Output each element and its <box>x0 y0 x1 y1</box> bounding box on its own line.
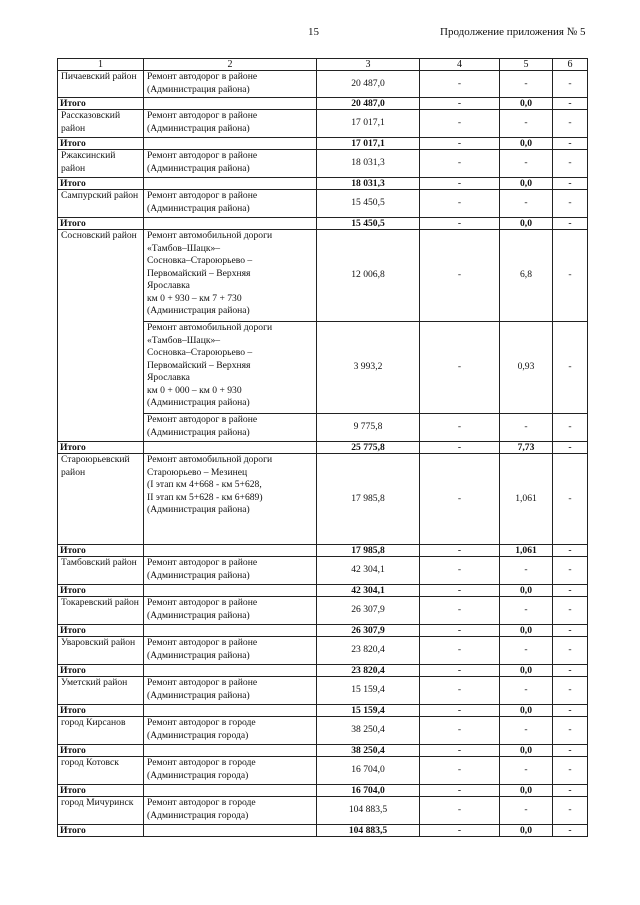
column-header: 6 <box>553 59 588 71</box>
description-cell: Ремонт автодорог в городе (Администрация города) <box>144 797 317 825</box>
col6-cell: - <box>553 190 588 218</box>
description-cell: Ремонт автодорог в районе (Администрация района) <box>144 637 317 665</box>
description-cell <box>144 218 317 230</box>
description-cell <box>144 442 317 454</box>
amount-cell: 15 450,5 <box>317 218 420 230</box>
amount-cell: 16 704,0 <box>317 757 420 785</box>
total-label: Итого <box>58 138 144 150</box>
col6-cell: - <box>553 71 588 98</box>
col6-cell: - <box>553 677 588 705</box>
col4-cell: - <box>420 545 500 557</box>
description-cell <box>144 785 317 797</box>
col4-cell: - <box>420 98 500 110</box>
description-cell <box>144 825 317 837</box>
amount-cell: 12 006,8 <box>317 230 420 322</box>
amount-cell: 17 017,1 <box>317 110 420 138</box>
total-label: Итого <box>58 442 144 454</box>
table-header-row <box>58 59 588 71</box>
description-cell: Ремонт автодорог в городе (Администрация города) <box>144 757 317 785</box>
length-cell: 0,0 <box>500 178 553 190</box>
table-row <box>58 230 588 322</box>
total-row <box>58 138 588 150</box>
amount-cell: 20 487,0 <box>317 98 420 110</box>
total-label: Итого <box>58 665 144 677</box>
col6-cell: - <box>553 825 588 837</box>
col6-cell: - <box>553 150 588 178</box>
total-row <box>58 825 588 837</box>
col6-cell: - <box>553 797 588 825</box>
column-header: 4 <box>420 59 500 71</box>
table-row <box>58 110 588 138</box>
length-cell: 1,061 <box>500 545 553 557</box>
length-cell: 0,0 <box>500 745 553 757</box>
amount-cell: 42 304,1 <box>317 557 420 585</box>
length-cell: 0,0 <box>500 665 553 677</box>
col6-cell: - <box>553 442 588 454</box>
table-row <box>58 717 588 745</box>
description-cell <box>144 745 317 757</box>
length-cell: 0,0 <box>500 98 553 110</box>
total-label: Итого <box>58 545 144 557</box>
col6-cell: - <box>553 110 588 138</box>
length-cell: - <box>500 797 553 825</box>
total-row <box>58 625 588 637</box>
table-row <box>58 597 588 625</box>
length-cell: 0,0 <box>500 625 553 637</box>
length-cell: 0,0 <box>500 218 553 230</box>
col4-cell: - <box>420 757 500 785</box>
col4-cell: - <box>420 230 500 322</box>
col6-cell: - <box>553 745 588 757</box>
description-cell <box>144 98 317 110</box>
total-row <box>58 665 588 677</box>
amount-cell: 42 304,1 <box>317 585 420 597</box>
amount-cell: 3 993,2 <box>317 322 420 414</box>
col6-cell: - <box>553 218 588 230</box>
table-row <box>58 757 588 785</box>
col4-cell: - <box>420 745 500 757</box>
district-cell: Токаревский район <box>58 597 144 625</box>
description-cell <box>144 178 317 190</box>
total-label: Итого <box>58 825 144 837</box>
length-cell: 7,73 <box>500 442 553 454</box>
col6-cell: - <box>553 705 588 717</box>
total-label: Итого <box>58 625 144 637</box>
amount-cell: 9 775,8 <box>317 414 420 442</box>
col6-cell: - <box>553 785 588 797</box>
table-row <box>58 637 588 665</box>
total-row <box>58 705 588 717</box>
amount-cell: 17 985,8 <box>317 454 420 545</box>
col4-cell: - <box>420 322 500 414</box>
total-row <box>58 585 588 597</box>
amount-cell: 26 307,9 <box>317 625 420 637</box>
col4-cell: - <box>420 705 500 717</box>
total-row <box>58 442 588 454</box>
col4-cell: - <box>420 825 500 837</box>
amount-cell: 15 159,4 <box>317 677 420 705</box>
total-label: Итого <box>58 705 144 717</box>
col6-cell: - <box>553 138 588 150</box>
col4-cell: - <box>420 585 500 597</box>
amount-cell: 20 487,0 <box>317 71 420 98</box>
total-label: Итого <box>58 745 144 757</box>
amount-cell: 104 883,5 <box>317 797 420 825</box>
amount-cell: 23 820,4 <box>317 637 420 665</box>
district-cell: Ржаксинский район <box>58 150 144 178</box>
length-cell: 6,8 <box>500 230 553 322</box>
col4-cell: - <box>420 717 500 745</box>
amount-cell: 15 159,4 <box>317 705 420 717</box>
column-header: 3 <box>317 59 420 71</box>
length-cell: 0,0 <box>500 785 553 797</box>
description-cell: Ремонт автодорог в районе (Администрация района) <box>144 414 317 442</box>
col6-cell: - <box>553 597 588 625</box>
length-cell: - <box>500 677 553 705</box>
description-cell: Ремонт автодорог в районе (Администрация района) <box>144 150 317 178</box>
table-row <box>58 797 588 825</box>
col4-cell: - <box>420 138 500 150</box>
col4-cell: - <box>420 442 500 454</box>
length-cell: 0,93 <box>500 322 553 414</box>
col4-cell: - <box>420 178 500 190</box>
amount-cell: 23 820,4 <box>317 665 420 677</box>
description-cell: Ремонт автомобильной дороги «Тамбов–Шацк»– Сосновка–Староюрьево – Первомайский – Верхняя Ярославка км 0 + 930 – км 7 + 730 (Администрация района) <box>144 230 317 322</box>
total-label: Итого <box>58 785 144 797</box>
total-label: Итого <box>58 178 144 190</box>
col6-cell: - <box>553 557 588 585</box>
col6-cell: - <box>553 757 588 785</box>
col4-cell: - <box>420 71 500 98</box>
col4-cell: - <box>420 785 500 797</box>
description-cell: Ремонт автодорог в районе (Администрация района) <box>144 557 317 585</box>
total-label: Итого <box>58 98 144 110</box>
length-cell: - <box>500 190 553 218</box>
district-cell: Тамбовский район <box>58 557 144 585</box>
description-cell <box>144 665 317 677</box>
col4-cell: - <box>420 625 500 637</box>
description-cell: Ремонт автомобильной дороги Староюрьево – Мезинец (I этап км 4+668 - км 5+628, II этап км 5+628 - км 6+689) (Администрация района) <box>144 454 317 545</box>
amount-cell: 17 985,8 <box>317 545 420 557</box>
total-row <box>58 178 588 190</box>
total-label: Итого <box>58 585 144 597</box>
district-cell: Уметский район <box>58 677 144 705</box>
col4-cell: - <box>420 190 500 218</box>
amount-cell: 25 775,8 <box>317 442 420 454</box>
length-cell: 0,0 <box>500 825 553 837</box>
col4-cell: - <box>420 557 500 585</box>
description-cell: Ремонт автомобильной дороги «Тамбов–Шацк»– Сосновка–Староюрьево – Первомайский – Верхняя Ярославка км 0 + 000 – км 0 + 930 (Администрация района) <box>144 322 317 414</box>
district-cell: город Кирсанов <box>58 717 144 745</box>
length-cell: - <box>500 717 553 745</box>
table-row <box>58 71 588 98</box>
total-row <box>58 98 588 110</box>
col6-cell: - <box>553 178 588 190</box>
description-cell <box>144 545 317 557</box>
length-cell: - <box>500 557 553 585</box>
col4-cell: - <box>420 637 500 665</box>
district-cell: город Мичуринск <box>58 797 144 825</box>
description-cell: Ремонт автодорог в районе (Администрация района) <box>144 71 317 98</box>
description-cell: Ремонт автодорог в районе (Администрация района) <box>144 597 317 625</box>
length-cell: 1,061 <box>500 454 553 545</box>
col6-cell: - <box>553 665 588 677</box>
column-header: 1 <box>58 59 144 71</box>
table-row <box>58 190 588 218</box>
district-cell: Рассказовский район <box>58 110 144 138</box>
col4-cell: - <box>420 414 500 442</box>
col4-cell: - <box>420 665 500 677</box>
col4-cell: - <box>420 797 500 825</box>
col6-cell: - <box>553 454 588 545</box>
column-header: 5 <box>500 59 553 71</box>
description-cell <box>144 585 317 597</box>
col4-cell: - <box>420 218 500 230</box>
description-cell <box>144 625 317 637</box>
amount-cell: 38 250,4 <box>317 717 420 745</box>
table-row <box>58 557 588 585</box>
district-cell: город Котовск <box>58 757 144 785</box>
continuation-heading: Продолжение приложения № 5 <box>440 26 586 38</box>
col6-cell: - <box>553 625 588 637</box>
column-header: 2 <box>144 59 317 71</box>
col4-cell: - <box>420 597 500 625</box>
district-cell: Сампурский район <box>58 190 144 218</box>
col4-cell: - <box>420 150 500 178</box>
length-cell: 0,0 <box>500 705 553 717</box>
amount-cell: 104 883,5 <box>317 825 420 837</box>
description-cell <box>144 705 317 717</box>
district-cell: Уваровский район <box>58 637 144 665</box>
col6-cell: - <box>553 230 588 322</box>
col6-cell: - <box>553 322 588 414</box>
amount-cell: 18 031,3 <box>317 178 420 190</box>
col6-cell: - <box>553 414 588 442</box>
length-cell: - <box>500 597 553 625</box>
length-cell: - <box>500 71 553 98</box>
amount-cell: 17 017,1 <box>317 138 420 150</box>
table-row <box>58 677 588 705</box>
total-row <box>58 785 588 797</box>
total-row <box>58 745 588 757</box>
col6-cell: - <box>553 545 588 557</box>
length-cell: - <box>500 414 553 442</box>
total-row <box>58 545 588 557</box>
amount-cell: 15 450,5 <box>317 190 420 218</box>
description-cell: Ремонт автодорог в городе (Администрация города) <box>144 717 317 745</box>
district-cell: Сосновский район <box>58 230 144 442</box>
length-cell: 0,0 <box>500 138 553 150</box>
amount-cell: 16 704,0 <box>317 785 420 797</box>
total-row <box>58 218 588 230</box>
length-cell: - <box>500 757 553 785</box>
col6-cell: - <box>553 585 588 597</box>
appendix-table <box>57 58 588 837</box>
amount-cell: 18 031,3 <box>317 150 420 178</box>
amount-cell: 26 307,9 <box>317 597 420 625</box>
district-cell: Пичаевский район <box>58 71 144 98</box>
table-row <box>58 150 588 178</box>
district-cell: Староюрьевский район <box>58 454 144 545</box>
col4-cell: - <box>420 110 500 138</box>
length-cell: - <box>500 150 553 178</box>
description-cell: Ремонт автодорог в районе (Администрация района) <box>144 190 317 218</box>
description-cell <box>144 138 317 150</box>
col4-cell: - <box>420 677 500 705</box>
length-cell: - <box>500 110 553 138</box>
table-row <box>58 454 588 545</box>
length-cell: 0,0 <box>500 585 553 597</box>
page-number: 15 <box>308 26 319 38</box>
col6-cell: - <box>553 98 588 110</box>
total-label: Итого <box>58 218 144 230</box>
amount-cell: 38 250,4 <box>317 745 420 757</box>
description-cell: Ремонт автодорог в районе (Администрация района) <box>144 110 317 138</box>
length-cell: - <box>500 637 553 665</box>
col6-cell: - <box>553 637 588 665</box>
col6-cell: - <box>553 717 588 745</box>
description-cell: Ремонт автодорог в районе (Администрация района) <box>144 677 317 705</box>
col4-cell: - <box>420 454 500 545</box>
